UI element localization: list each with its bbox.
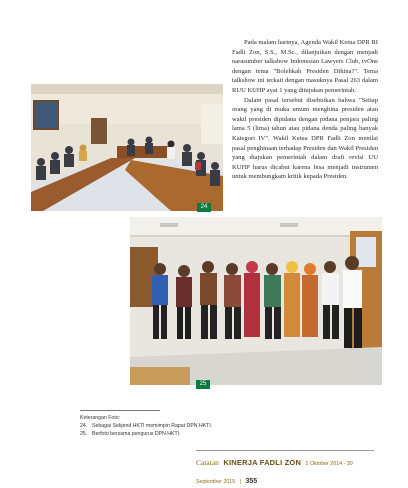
meeting-photo [31, 84, 223, 211]
caption-item [80, 422, 280, 430]
photo-number-badge: 24 [197, 203, 211, 212]
footer-brand-title: KINERJA FADLI ZON [223, 458, 302, 467]
footer-separator: | [239, 479, 242, 485]
page-footer [196, 452, 372, 485]
caption-number: 25. [80, 431, 88, 437]
photo-number-badge: 25 [196, 380, 210, 389]
article-text [232, 38, 378, 182]
group-photo [130, 217, 382, 385]
caption-heading: Keterangan Foto: [80, 415, 121, 421]
footer-divider [196, 450, 374, 451]
paragraph: Pada malam harinya, Agenda Wakil Ketua DPR RI Fadli Zon, S.S., M.Sc., dilanjutkan dengan menjadi narasumber talkshow Indonesian Lawyers Club, tvOne dengan tema "Bolehkah Presiden Dihina?". Tema talkshow ini terkait dengan masuknya Pasal 263 dalam RUU KUHP ayat 1 yang ditujukan pemerintah. [232, 39, 378, 94]
caption-divider [80, 410, 160, 411]
paragraph: Dalam pasal tersebut disebutkan bahwa "Setiap orang yang di muka umum menghina presiden atau wakil presiden dipidana dengan pidana penjara paling lama 5 (lima) tahun atau pidana denda paling banyak Kategori IV". Wakil Ketua DPR Fadli Zon menilai pasal penghinaan terhadap Presiden dan Wakil Presiden yang diajukan pemerintah dalam draft revisi UU KUHP harus dicabut karena bisa menjadi instrumen untuk membungkam kritik kepada Presiden. [232, 96, 378, 181]
caption-item [80, 430, 280, 438]
footer-brand-prefix: Catatan [196, 458, 219, 467]
footer-period: 1 Oktober 2014 - 30 September 2015 [196, 461, 353, 485]
caption-number: 24. [80, 423, 88, 429]
page-number: 355 [245, 478, 258, 485]
caption-text: Sebagai Sekjend HKTI memimpin Rapat DPN HKTI. [92, 423, 213, 429]
photo-captions [80, 414, 280, 438]
caption-text: Berfoto bersama pengurus DPN HKTI. [92, 431, 181, 437]
